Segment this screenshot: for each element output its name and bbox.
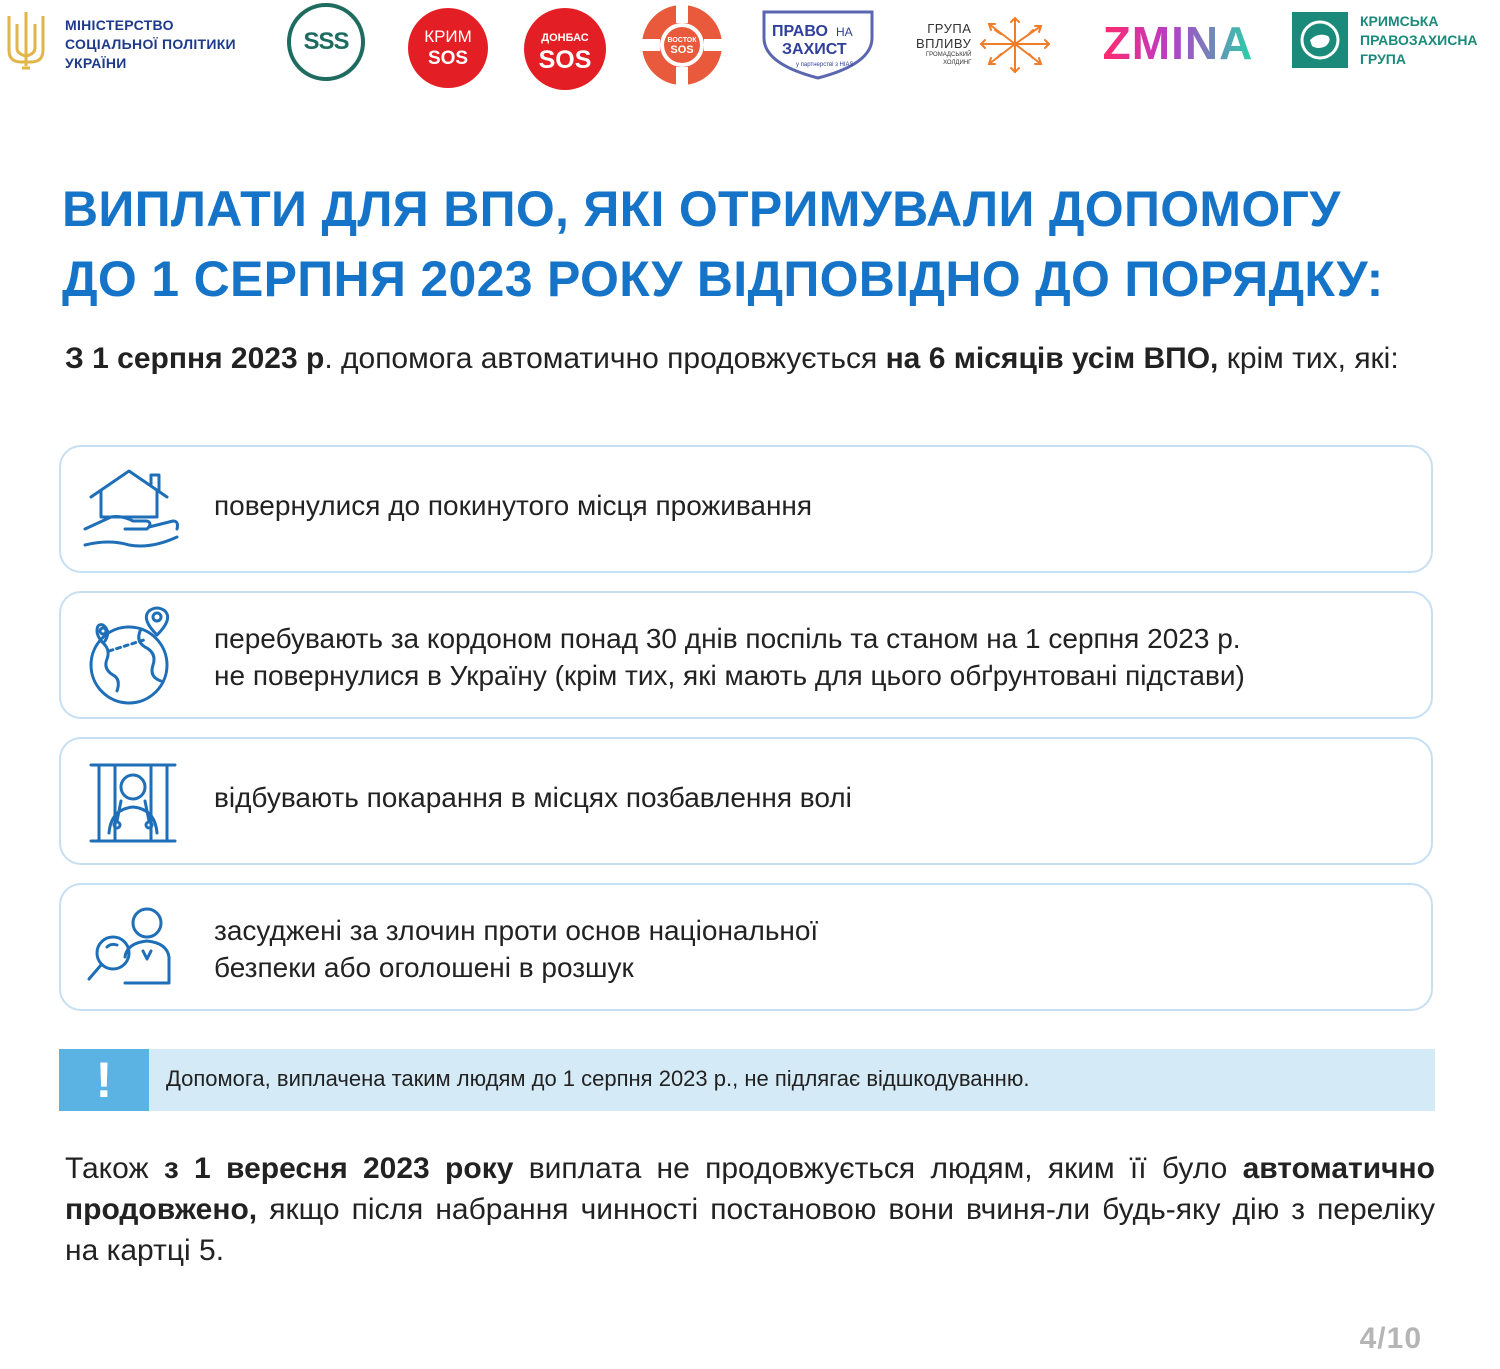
card-2-line-2: не повернулися в Україну (крім тих, які мають для цього обґрунтовані підстави) [214,660,1245,691]
globe-location-icon [81,605,185,709]
ministry-name-line-2: СОЦІАЛЬНОЇ ПОЛІТИКИ [65,36,236,52]
zmina-logo [1099,13,1257,73]
card-4-line-1: засуджені за злочин проти основ національної [214,915,819,946]
card-4-line-2: безпеки або оголошені в розшук [214,952,634,983]
arrows-burst-icon [975,12,1055,76]
note-text: Допомога, виплачена таким людям до 1 серпня 2023 р., не підлягає відшкодуванню. [166,1066,1030,1091]
page-title [62,174,1462,314]
ministry-logo [5,10,236,73]
page-title-line-2: ДО 1 СЕРПНЯ 2023 РОКУ ВІДПОВІДНО ДО ПОРЯДКУ: [62,251,1384,307]
outro-bold-auto: автоматично продовжено, [65,1152,1435,1226]
khpg-line-3: ГРУПА [1360,51,1406,67]
note-banner [59,1049,1435,1111]
krim-sos-line-1: КРИМ [424,27,472,46]
card-3-line-1: відбувають покарання в місцях позбавлення волі [214,782,852,813]
person-search-icon [81,897,185,1001]
house-in-hand-icon [81,459,185,563]
sss-logo-text: SSS [303,28,349,55]
vostok-sos-line-1: ВОСТОК [667,37,697,44]
partner-logo-bar [0,0,1500,100]
pravo-line-3: ЗАХИСТ [782,41,847,58]
vostok-sos-line-2: SOS [670,44,694,56]
outro-text-2: виплата не продовжується людям, яким її було [513,1152,1243,1185]
exception-card-returned [59,445,1433,573]
zmina-logo-text: ZMINA [1102,17,1254,69]
sss-logo [287,3,365,81]
shield-icon [760,8,890,80]
vostok-sos-logo [639,2,725,88]
outro-bold-date: з 1 вересня 2023 року [163,1152,514,1185]
prisoner-bars-icon [81,751,185,855]
grupa-line-2: ВПЛИВУ [916,36,972,51]
trident-icon [5,10,47,72]
pravo-na-zakhyst-logo [760,8,890,80]
khpg-line-2: ПРАВОЗАХИСНА [1360,32,1478,48]
outro-text-1: Також [65,1152,164,1185]
card-2-line-1: перебувають за кордоном понад 30 днів поспіль та станом на 1 серпня 2023 р. [214,623,1241,654]
exception-card-convicted [59,883,1433,1011]
exception-card-abroad [59,591,1433,719]
crimea-map-icon [1292,12,1348,68]
grupa-line-1: ГРУПА [927,21,972,36]
krim-sos-line-2: SOS [427,48,469,69]
pravo-line-1: ПРАВО [772,23,828,40]
khpg-line-1: КРИМСЬКА [1360,13,1439,29]
pravo-line-4: у партнерстві з HIAS [796,62,854,68]
krim-sos-logo [408,8,488,88]
outro-text-3: якщо після набрання чинності постановою вони вчиня-ли будь-яку дію з переліку на картці 5. [65,1193,1435,1267]
intro-bold-duration: на 6 місяців усім ВПО, [885,342,1219,375]
ministry-name-line-1: МІНІСТЕРСТВО [65,17,174,33]
ministry-name-line-3: УКРАЇНИ [65,55,127,71]
page-title-line-1: ВИПЛАТИ ДЛЯ ВПО, ЯКІ ОТРИМУВАЛИ ДОПОМОГУ [62,181,1341,237]
khpg-logo [1292,12,1478,69]
intro-paragraph [65,339,1435,378]
pravo-line-2: НА [836,25,853,39]
intro-bold-date: З 1 серпня 2023 р [65,342,325,375]
grupa-line-4: ХОЛДИНГ [943,60,972,66]
donbas-sos-line-2: SOS [538,46,592,74]
donbas-sos-logo [524,8,606,90]
outro-paragraph [65,1148,1435,1271]
exception-card-imprisoned [59,737,1433,865]
intro-text-2: крім тих, які: [1218,342,1399,375]
lifebuoy-icon [639,2,725,88]
grupa-line-3: ГРОМАДСЬКИЙ [925,52,972,58]
exclamation-icon: ! [59,1049,149,1111]
donbas-sos-line-1: ДОНБАС [541,32,589,44]
grupa-vplyvu-logo [916,12,1055,76]
card-1-line-1: повернулися до покинутого місця проживання [214,490,813,521]
intro-text-1: . допомога автоматично продовжується [324,342,886,375]
page-number: 4/10 [1359,1322,1422,1355]
